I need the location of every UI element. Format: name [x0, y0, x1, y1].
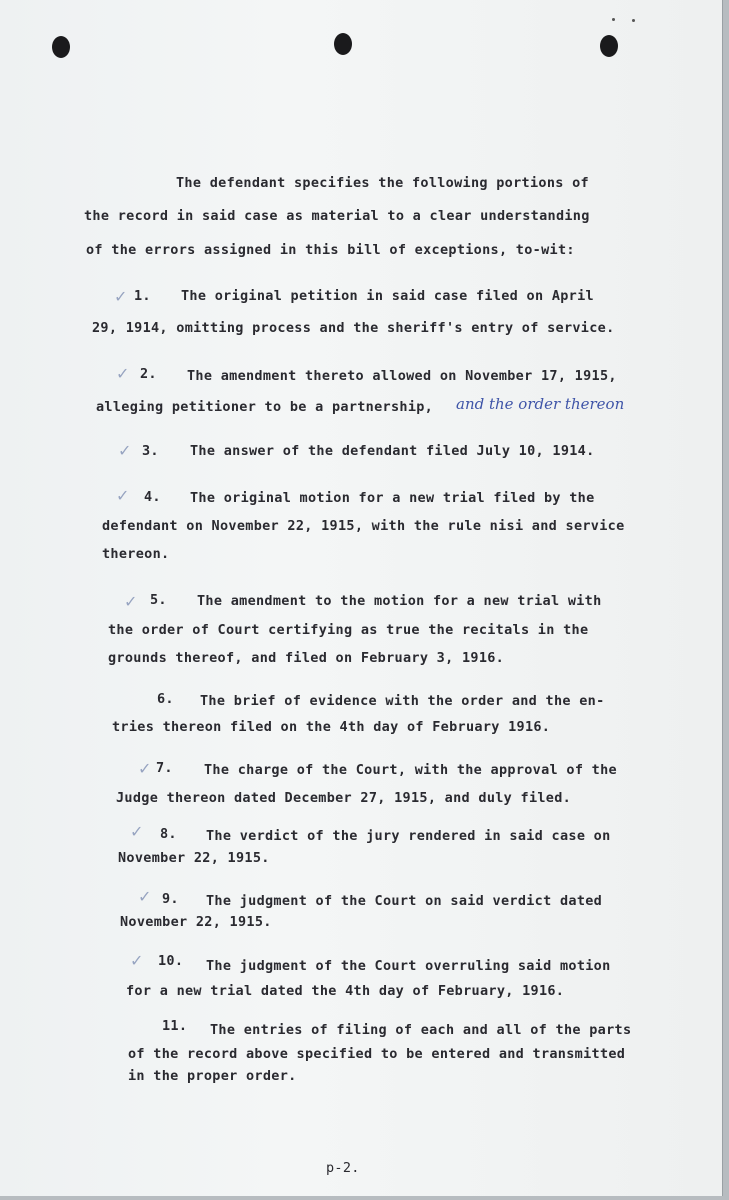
handwritten-annotation: and the order thereon	[456, 395, 625, 413]
punch-hole-left	[52, 36, 70, 58]
check-mark: ✓	[114, 287, 128, 306]
item-text: defendant on November 22, 1915, with the rule nisi and service	[102, 518, 625, 534]
item-text: The amendment to the motion for a new trial with	[197, 593, 602, 609]
item-text: The answer of the defendant filed July 10, 1914.	[190, 443, 595, 459]
item-text: 29, 1914, omitting process and the sheriff's entry of service.	[92, 320, 615, 336]
check-mark: ✓	[116, 486, 130, 505]
item-text: of the record above specified to be entered and transmitted	[128, 1046, 626, 1062]
item-number: 8.	[160, 826, 177, 842]
item-text: thereon.	[102, 546, 170, 562]
item-text: The judgment of the Court on said verdict dated	[206, 893, 603, 909]
check-mark: ✓	[124, 592, 138, 611]
item-text: grounds thereof, and filed on February 3, 1916.	[108, 650, 505, 666]
check-mark: ✓	[130, 822, 144, 841]
item-number: 7.	[156, 760, 173, 776]
item-number: 9.	[162, 891, 179, 907]
item-text: for a new trial dated the 4th day of February, 1916.	[126, 983, 565, 999]
speck	[612, 18, 615, 21]
item-text: alleging petitioner to be a partnership,	[96, 399, 434, 415]
item-number: 1.	[134, 288, 151, 304]
item-number: 10.	[158, 953, 184, 969]
item-text: November 22, 1915.	[118, 850, 270, 866]
check-mark: ✓	[118, 441, 132, 460]
item-number: 6.	[157, 691, 174, 707]
item-text: in the proper order.	[128, 1068, 297, 1084]
item-text: The charge of the Court, with the approval of the	[204, 762, 617, 778]
item-number: 11.	[162, 1018, 188, 1034]
intro-line: the record in said case as material to a clear understanding	[84, 208, 590, 224]
item-text: The original petition in said case filed on April	[181, 288, 594, 304]
item-text: The original motion for a new trial filed by the	[190, 490, 595, 506]
intro-line: of the errors assigned in this bill of exceptions, to-wit:	[86, 242, 575, 258]
item-text: tries thereon filed on the 4th day of February 1916.	[112, 719, 551, 735]
item-text: November 22, 1915.	[120, 914, 272, 930]
punch-hole-right	[600, 35, 618, 57]
check-mark: ✓	[138, 887, 152, 906]
intro-line: The defendant specifies the following portions of	[176, 175, 589, 191]
speck	[632, 19, 635, 22]
item-text: The verdict of the jury rendered in said case on	[206, 828, 611, 844]
check-mark: ✓	[130, 951, 144, 970]
item-text: Judge thereon dated December 27, 1915, and duly filed.	[116, 790, 572, 806]
item-text: The judgment of the Court overruling said motion	[206, 958, 611, 974]
check-mark: ✓	[138, 759, 152, 778]
item-number: 4.	[144, 489, 161, 505]
item-text: The entries of filing of each and all of the parts	[210, 1022, 632, 1038]
punch-hole-center	[334, 33, 352, 55]
item-number: 2.	[140, 366, 157, 382]
item-number: 3.	[142, 443, 159, 459]
item-number: 5.	[150, 592, 167, 608]
item-text: The brief of evidence with the order and the en-	[200, 693, 605, 709]
item-text: the order of Court certifying as true the recitals in the	[108, 622, 589, 638]
check-mark: ✓	[116, 364, 130, 383]
item-text: The amendment thereto allowed on November 17, 1915,	[187, 368, 617, 384]
page-number: p-2.	[326, 1160, 360, 1176]
